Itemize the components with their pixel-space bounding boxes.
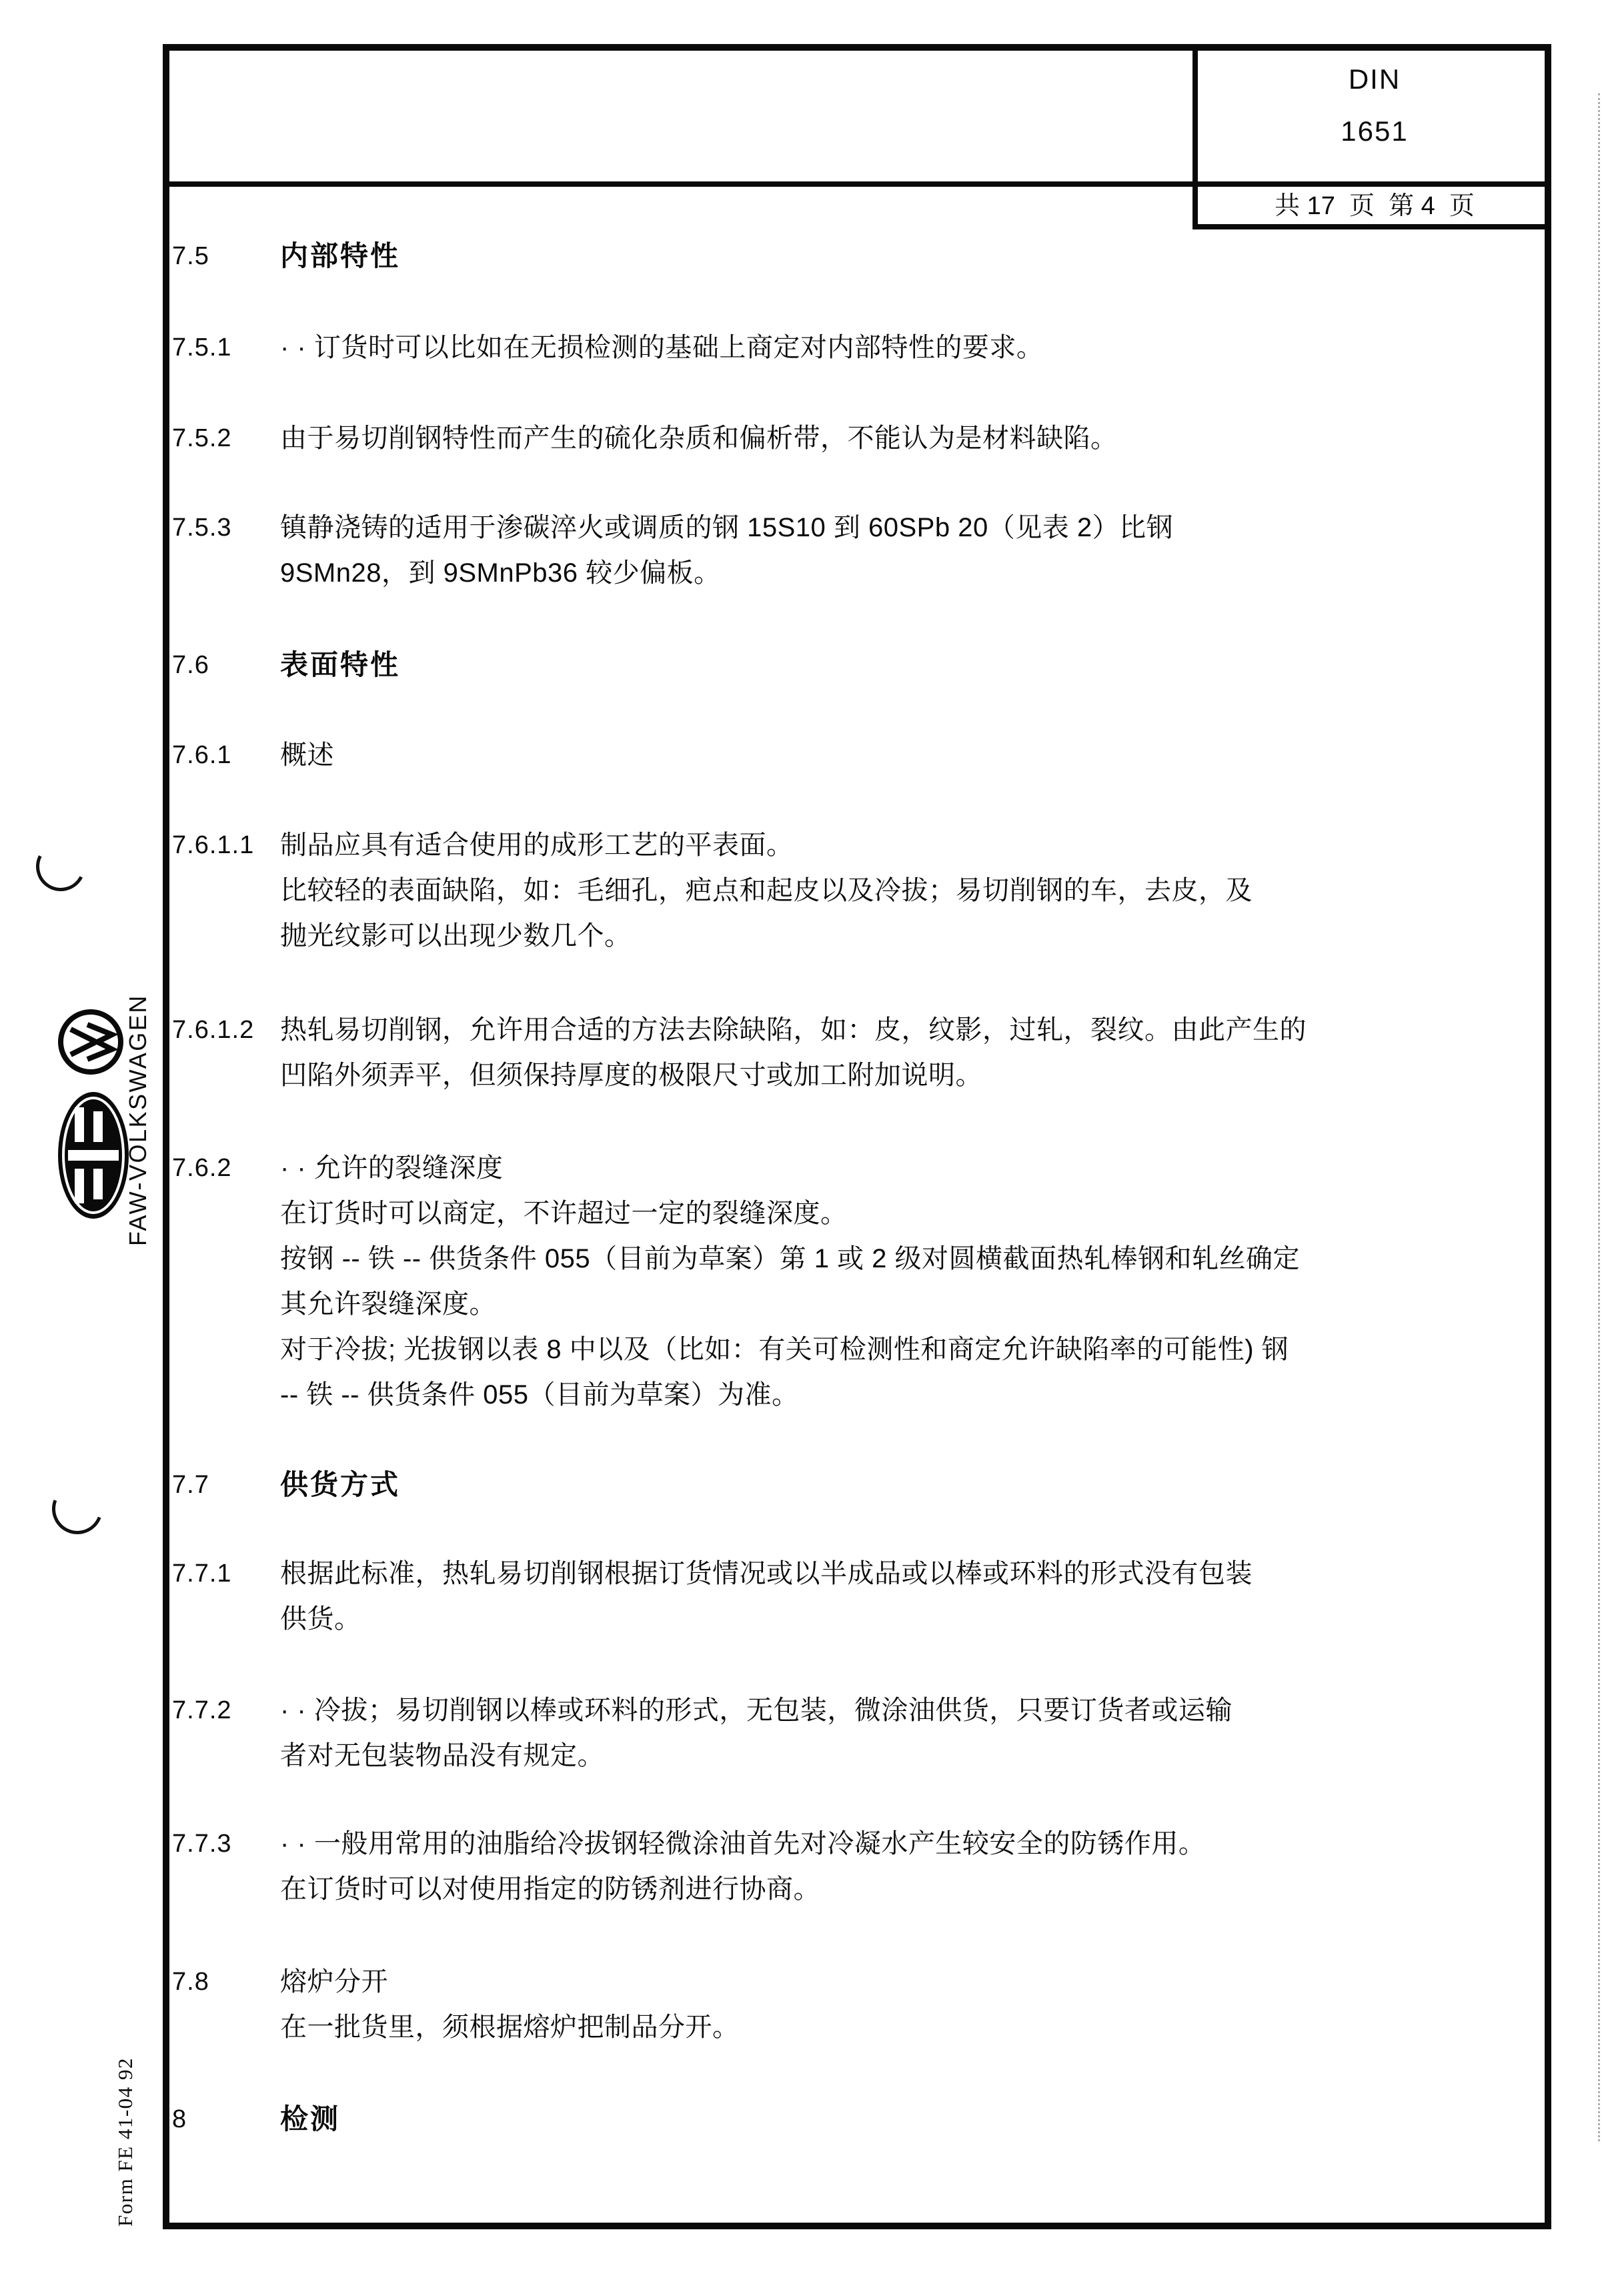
standard-number: 1651 xyxy=(1341,115,1409,147)
section-number: 7.6.1.2 xyxy=(172,1016,255,1044)
section-text: 其允许裂缝深度。 xyxy=(280,1289,496,1319)
section-number: 7.5.2 xyxy=(172,424,232,452)
section-text: 概述 xyxy=(280,740,334,770)
scan-mark xyxy=(29,835,91,897)
section-text: 抛光纹影可以出现少数几个。 xyxy=(280,921,632,951)
section-text: 在订货时可以对使用指定的防锈剂进行协商。 xyxy=(280,1874,820,1904)
company-vertical-label: FAW-VOLKSWAGEN xyxy=(124,994,151,1246)
section-7-7-2 xyxy=(172,1688,1233,1778)
section-text: · · 冷拔；易切削钢以棒或环料的形式，无包装，微涂油供货，只要订货者或运输 xyxy=(280,1696,1233,1725)
section-text: 热轧易切削钢，允许用合适的方法去除缺陷，如：皮，纹影，过轧，裂纹。由此产生的 xyxy=(280,1015,1307,1045)
section-number: 7.8 xyxy=(172,1968,209,1996)
scan-edge-perforation xyxy=(1598,93,1600,2141)
section-text: 由于易切削钢特性而产生的硫化杂质和偏析带，不能认为是材料缺陷。 xyxy=(280,424,1118,453)
section-7-5-1 xyxy=(172,325,1043,370)
section-7-5 xyxy=(172,233,400,279)
section-7-6-1-2 xyxy=(172,1007,1307,1098)
section-text: 镇静浇铸的适用于渗碳淬火或调质的钢 15S10 到 60SPb 20（见表 2）比钢 xyxy=(280,513,1174,542)
section-text: 凹陷外须弄平，但须保持厚度的极限尺寸或加工附加说明。 xyxy=(280,1061,982,1090)
standard-name: DIN xyxy=(1348,63,1401,95)
section-number: 7.5.3 xyxy=(172,514,232,542)
section-number: 7.6.2 xyxy=(172,1154,232,1182)
scan-mark xyxy=(44,1476,111,1542)
section-text: · · 一般用常用的油脂给冷拔钢轻微涂油首先对冷凝水产生较安全的防锈作用。 xyxy=(280,1829,1206,1858)
section-number: 7.7.3 xyxy=(172,1830,232,1858)
din-header-cell xyxy=(1198,53,1551,181)
section-text: 熔炉分开 xyxy=(280,1967,388,1996)
faw-logo-icon xyxy=(55,1089,132,1222)
section-text: 按钢 -- 铁 -- 供货条件 055（目前为草案）第 1 或 2 级对圆横截面热轧棒钢和轧丝确定 xyxy=(280,1244,1301,1273)
section-text: 在一批货里，须根据熔炉把制品分开。 xyxy=(280,2013,740,2042)
section-number: 7.5.1 xyxy=(172,334,232,362)
form-number-label: Form FE 41-04 92 xyxy=(113,2057,137,2227)
section-7-6-1-1 xyxy=(172,822,1253,959)
vw-logo-icon xyxy=(56,1007,125,1077)
section-text: 9SMn28，到 9SMnPb36 较少偏板。 xyxy=(280,558,721,588)
page-count-label: 共 17 页 第 4 页 xyxy=(1275,192,1475,220)
section-text: 比较轻的表面缺陷，如：毛细孔，疤点和起皮以及冷拔；易切削钢的车，去皮，及 xyxy=(280,876,1253,905)
section-text: 供货。 xyxy=(280,1604,361,1634)
section-text: 在订货时可以商定，不许超过一定的裂缝深度。 xyxy=(280,1199,848,1228)
section-7-5-2 xyxy=(172,416,1118,461)
section-7-7 xyxy=(172,1462,400,1508)
section-number: 7.6 xyxy=(172,651,209,679)
section-number: 7.7.2 xyxy=(172,1696,232,1724)
section-7-6-2 xyxy=(172,1145,1300,1417)
din-cell-divider xyxy=(1192,44,1198,229)
section-text: 供货方式 xyxy=(280,1469,401,1500)
section-text: -- 铁 -- 供货条件 055（目前为草案）为准。 xyxy=(280,1380,799,1409)
page-info-underline xyxy=(1192,224,1551,229)
section-7-7-3 xyxy=(172,1821,1205,1912)
section-8 xyxy=(172,2097,340,2142)
section-text: 内部特性 xyxy=(280,240,401,271)
section-text: 制品应具有适合使用的成形工艺的平表面。 xyxy=(280,830,794,860)
section-text: 根据此标准，热轧易切削钢根据订货情况或以半成品或以棒或环料的形式没有包装 xyxy=(280,1559,1253,1588)
section-text: 表面特性 xyxy=(280,649,401,680)
section-text: 对于冷拔; 光拔钢以表 8 中以及（比如：有关可检测性和商定允许缺陷率的可能性) 钢 xyxy=(280,1335,1289,1364)
section-7-6 xyxy=(172,642,400,688)
section-number: 7.6.1 xyxy=(172,741,232,769)
section-number: 7.6.1.1 xyxy=(172,831,255,859)
section-7-5-3 xyxy=(172,505,1173,596)
section-text: · · 订货时可以比如在无损检测的基础上商定对内部特性的要求。 xyxy=(280,333,1044,362)
section-number: 7.5 xyxy=(172,242,209,270)
section-7-8 xyxy=(172,1959,740,2050)
header-divider-line xyxy=(163,181,1551,187)
section-7-7-1 xyxy=(172,1551,1253,1642)
section-text: · · 允许的裂缝深度 xyxy=(280,1153,504,1183)
section-number: 7.7 xyxy=(172,1471,209,1499)
section-number: 7.7.1 xyxy=(172,1560,232,1588)
section-text: 检测 xyxy=(280,2103,341,2135)
section-7-6-1 xyxy=(172,732,334,778)
section-text: 者对无包装物品没有规定。 xyxy=(280,1741,604,1770)
section-number: 8 xyxy=(172,2105,187,2133)
